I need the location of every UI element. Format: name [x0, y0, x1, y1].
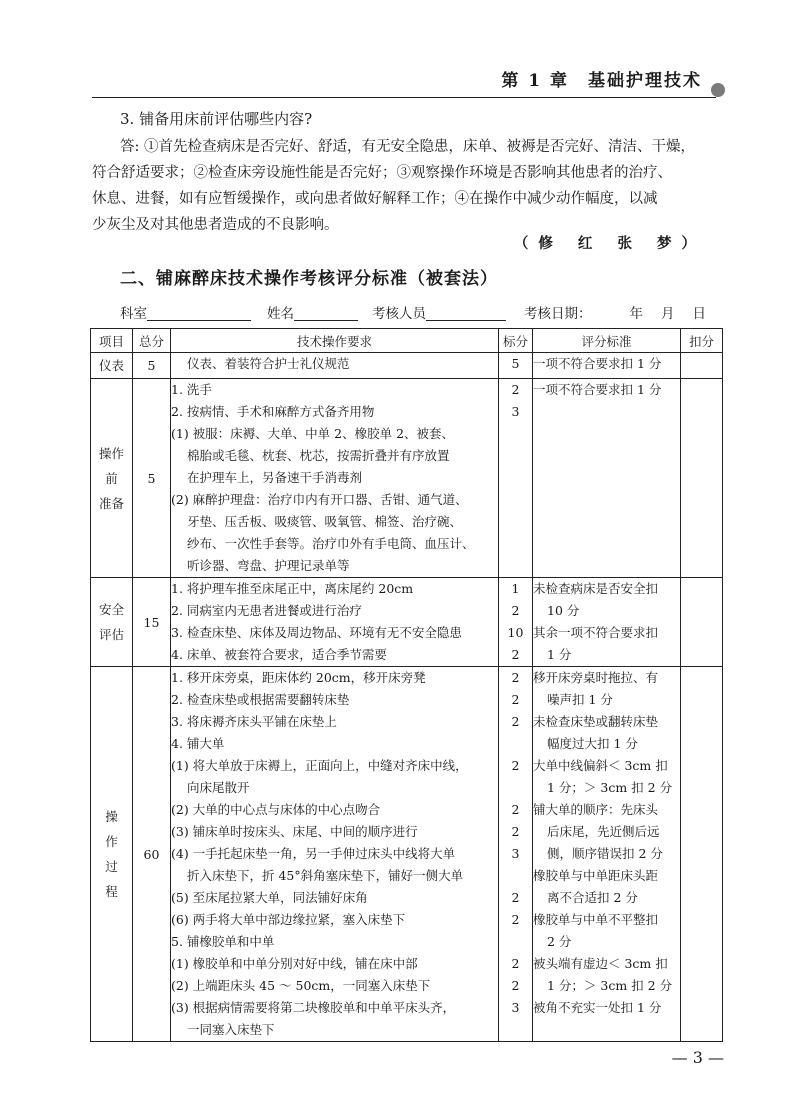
- criteria-line: 1 分；＞ 3cm 扣 2 分: [547, 780, 673, 795]
- requirement-line: 1. 移开床旁桌，距床体约 20cm，移开床旁凳: [171, 670, 426, 685]
- col-header-total: 总分: [133, 329, 171, 353]
- criteria-line: 噪声扣 1 分: [547, 692, 613, 707]
- item-cell: [91, 667, 133, 1042]
- item-label: 前: [105, 470, 118, 486]
- requirement-line: 仪表、着装符合护士礼仪规范: [187, 356, 350, 371]
- requirement-line: (4) 一手托起床垫一角，另一手伸过床头中线将大单: [171, 846, 456, 861]
- points-value: 2: [511, 956, 520, 971]
- answer-line: 答: ①首先检查病床是否完好、舒适，有无安全隐患，床单、被褥是否完好、清洁、干燥，: [120, 139, 695, 155]
- item-label: 安全: [98, 602, 124, 617]
- requirement-line: (1) 将大单放于床褥上，正面向上，中缝对齐床中线，: [171, 758, 468, 773]
- col-header-deduction: 扣分: [681, 329, 723, 353]
- total-cell: 5: [133, 353, 171, 379]
- requirement-line: 5. 铺橡胶单和中单: [171, 934, 275, 949]
- name-blank: [294, 306, 358, 321]
- chapter-header: 第 1 章 基础护理技术: [501, 71, 702, 91]
- item-cell: [91, 578, 133, 667]
- points-value: 2: [511, 382, 520, 397]
- item-label: 评估: [98, 627, 124, 642]
- item-cell: [91, 379, 133, 578]
- total-cell: 15: [133, 578, 171, 667]
- points-value: [499, 733, 532, 755]
- col-header-requirements: 技术操作要求: [171, 329, 499, 353]
- criteria-line: 未检查病床是否安全扣: [533, 581, 659, 596]
- points-value: 2: [511, 647, 520, 662]
- points-value: 3: [511, 1000, 520, 1015]
- item-label: 仪表: [98, 358, 124, 373]
- points-value: 2: [511, 670, 520, 685]
- col-header-points: 标分: [499, 329, 533, 353]
- item-label: 过: [105, 859, 118, 874]
- requirement-line: 3. 将床褥齐床头平铺在床垫上: [171, 714, 337, 729]
- points-value: [499, 1019, 532, 1041]
- dept-label: 科室: [120, 306, 147, 322]
- question-title: 3. 铺备用床前评估哪些内容?: [120, 110, 313, 128]
- points-value: 2: [511, 912, 520, 927]
- criteria-line: 1 分；＞ 3cm 扣 2 分: [547, 978, 673, 993]
- requirement-line: (2) 麻醉护理盘：治疗巾内有开口器、舌钳、通气道、: [171, 492, 468, 507]
- deduction-cell: [681, 578, 723, 667]
- points-value: 2: [511, 824, 520, 839]
- page-number: — 3 —: [671, 1048, 724, 1067]
- points-value: [499, 931, 532, 953]
- criteria-cell: [533, 353, 681, 379]
- points-value: 2: [511, 714, 520, 729]
- points-value: [499, 555, 532, 577]
- requirements-cell: [171, 353, 499, 379]
- requirements-cell: [171, 578, 499, 667]
- criteria-cell: [533, 578, 681, 667]
- criteria-line: 幅度过大扣 1 分: [547, 736, 638, 751]
- requirement-line: 向床尾散开: [187, 780, 250, 795]
- points-value: 2: [511, 758, 520, 773]
- answer-line: 休息、进餐，如有应暂缓操作，或向患者做好解释工作；④在操作中减少动作幅度，以减: [92, 191, 658, 207]
- answer-line: 少灰尘及对其他患者造成的不良影响。: [92, 217, 339, 233]
- deduction-cell: [681, 667, 723, 1042]
- criteria-cell: [533, 379, 681, 578]
- requirement-line: (1) 被服：床褥、大单、中单 2、橡胶单 2、被套、: [171, 426, 455, 441]
- requirement-line: 2. 同病室内无患者进餐或进行治疗: [171, 603, 362, 618]
- criteria-line: 橡胶单与中单距床头距: [533, 868, 659, 883]
- points-value: [499, 865, 532, 887]
- author-signature: （修 红 张 梦）: [513, 235, 706, 252]
- answer-paragraph: [92, 134, 710, 238]
- points-value: 2: [511, 802, 520, 817]
- dept-blank: [147, 306, 251, 321]
- criteria-line: 10 分: [547, 603, 580, 618]
- requirement-line: (6) 两手将大单中部边缘拉紧，塞入床垫下: [171, 912, 406, 927]
- criteria-line: 离不合适扣 2 分: [547, 890, 638, 905]
- criteria-line: 移开床旁桌时拖拉、有: [533, 670, 659, 685]
- header-dot-ornament: [711, 83, 725, 97]
- points-value: 2: [511, 978, 520, 993]
- criteria-line: 橡胶单与中单不平整扣: [533, 912, 659, 927]
- points-value: 2: [511, 890, 520, 905]
- requirement-line: 1. 将护理车推至床尾正中，离床尾约 20cm: [171, 581, 414, 596]
- examiner-blank: [426, 306, 506, 321]
- requirement-line: 3. 检查床垫、床体及周边物品、环境有无不安全隐患: [171, 625, 462, 640]
- requirement-line: 听诊器、弯盘、护理记录单等: [187, 558, 350, 573]
- table-row: [91, 353, 723, 379]
- total-cell: 60: [133, 667, 171, 1042]
- criteria-line: 大单中线偏斜＜ 3cm 扣: [533, 758, 668, 773]
- requirement-line: 折入床垫下，折 45°斜角塞床垫下，铺好一侧大单: [187, 868, 464, 883]
- points-value: 10: [507, 625, 524, 640]
- points-value: [499, 511, 532, 533]
- answer-line: 符合舒适要求；②检查床旁设施性能是否完好；③观察操作环境是否影响其他患者的治疗、: [92, 165, 672, 181]
- requirement-line: (3) 铺床单时按床头、床尾、中间的顺序进行: [171, 824, 418, 839]
- examiner-label: 考核人员: [372, 306, 426, 322]
- section-title: 二、铺麻醉床技术操作考核评分标准（被套法）: [120, 269, 498, 289]
- points-value: [499, 445, 532, 467]
- item-cell: [91, 353, 133, 379]
- criteria-line: 一项不符合要求扣 1 分: [533, 356, 662, 371]
- requirement-line: 牙垫、压舌板、吸痰管、吸氧管、棉签、治疗碗、: [187, 514, 463, 529]
- table-row: [91, 379, 723, 578]
- item-label: 准备: [98, 495, 124, 511]
- item-label: 作: [105, 834, 118, 849]
- points-value: 1: [511, 581, 520, 596]
- criteria-line: 侧，顺序错误扣 2 分: [547, 846, 663, 861]
- criteria-line: 2 分: [547, 934, 572, 949]
- points-cell: [499, 667, 533, 1042]
- item-label: 操: [105, 809, 118, 824]
- criteria-line: 被角不充实一处扣 1 分: [533, 1000, 662, 1015]
- date-year: 年: [629, 306, 643, 322]
- points-cell: [499, 353, 533, 379]
- name-label: 姓名: [267, 306, 294, 322]
- date-label: 考核日期：: [524, 306, 592, 322]
- criteria-line: 后床尾，先近侧后远: [547, 824, 660, 839]
- criteria-line: 铺大单的顺序：先床头: [533, 802, 659, 817]
- points-value: 2: [511, 692, 520, 707]
- deduction-cell: [681, 379, 723, 578]
- date-day: 日: [692, 306, 706, 322]
- criteria-line: 一项不符合要求扣 1 分: [533, 382, 662, 397]
- exam-info-row: [120, 302, 706, 322]
- requirement-line: 4. 铺大单: [171, 736, 225, 751]
- requirements-cell: [171, 667, 499, 1042]
- requirement-line: 4. 床单、被套符合要求，适合季节需要: [171, 647, 387, 662]
- table-header-row: [91, 329, 723, 353]
- requirement-line: (1) 橡胶单和中单分别对好中线，铺在床中部: [171, 956, 418, 971]
- points-cell: [499, 379, 533, 578]
- points-value: [499, 467, 532, 489]
- item-label: 操作: [98, 445, 124, 461]
- points-cell: [499, 578, 533, 667]
- requirement-line: (2) 上端距床头 45 ～ 50cm，一同塞入床垫下: [171, 978, 431, 993]
- score-table: [90, 328, 723, 1042]
- requirement-line: 2. 检查床垫或根据需要翻转床垫: [171, 692, 350, 707]
- requirement-line: 纱布、一次性手套等。治疗巾外有手电筒、血压计、: [187, 536, 475, 551]
- points-value: 3: [511, 404, 520, 419]
- requirement-line: 在护理车上，另备速干手消毒剂: [187, 470, 363, 485]
- requirements-cell: [171, 379, 499, 578]
- points-value: [499, 489, 532, 511]
- requirement-line: (5) 至床尾拉紧大单，同法铺好床角: [171, 890, 368, 905]
- points-value: 2: [511, 603, 520, 618]
- criteria-line: 未检查床垫或翻转床垫: [533, 714, 659, 729]
- points-value: [499, 423, 532, 445]
- item-label: 程: [105, 884, 118, 899]
- deduction-cell: [681, 353, 723, 379]
- requirement-line: (3) 根据病情需要将第二块橡胶单和中单平床头齐，: [171, 1000, 456, 1015]
- requirement-line: 1. 洗手: [171, 382, 212, 397]
- points-value: 5: [511, 356, 520, 371]
- points-value: [499, 777, 532, 799]
- requirement-line: 棉胎或毛毯、枕套、枕芯，按需折叠并有序放置: [187, 448, 450, 463]
- requirement-line: 2. 按病情、手术和麻醉方式备齐用物: [171, 404, 375, 419]
- date-month: 月: [661, 306, 675, 322]
- criteria-line: 1 分: [547, 647, 572, 662]
- col-header-criteria: 评分标准: [533, 329, 681, 353]
- header-rule: [92, 97, 716, 98]
- total-cell: 5: [133, 379, 171, 578]
- requirement-line: 一同塞入床垫下: [187, 1022, 275, 1037]
- points-value: [499, 533, 532, 555]
- table-row: [91, 667, 723, 1042]
- col-header-item: 项目: [91, 329, 133, 353]
- table-row: [91, 578, 723, 667]
- criteria-cell: [533, 667, 681, 1042]
- points-value: 3: [511, 846, 520, 861]
- criteria-line: 被头端有虚边＜ 3cm 扣: [533, 956, 668, 971]
- requirement-line: (2) 大单的中心点与床体的中心点吻合: [171, 802, 381, 817]
- criteria-line: 其余一项不符合要求扣: [533, 625, 659, 640]
